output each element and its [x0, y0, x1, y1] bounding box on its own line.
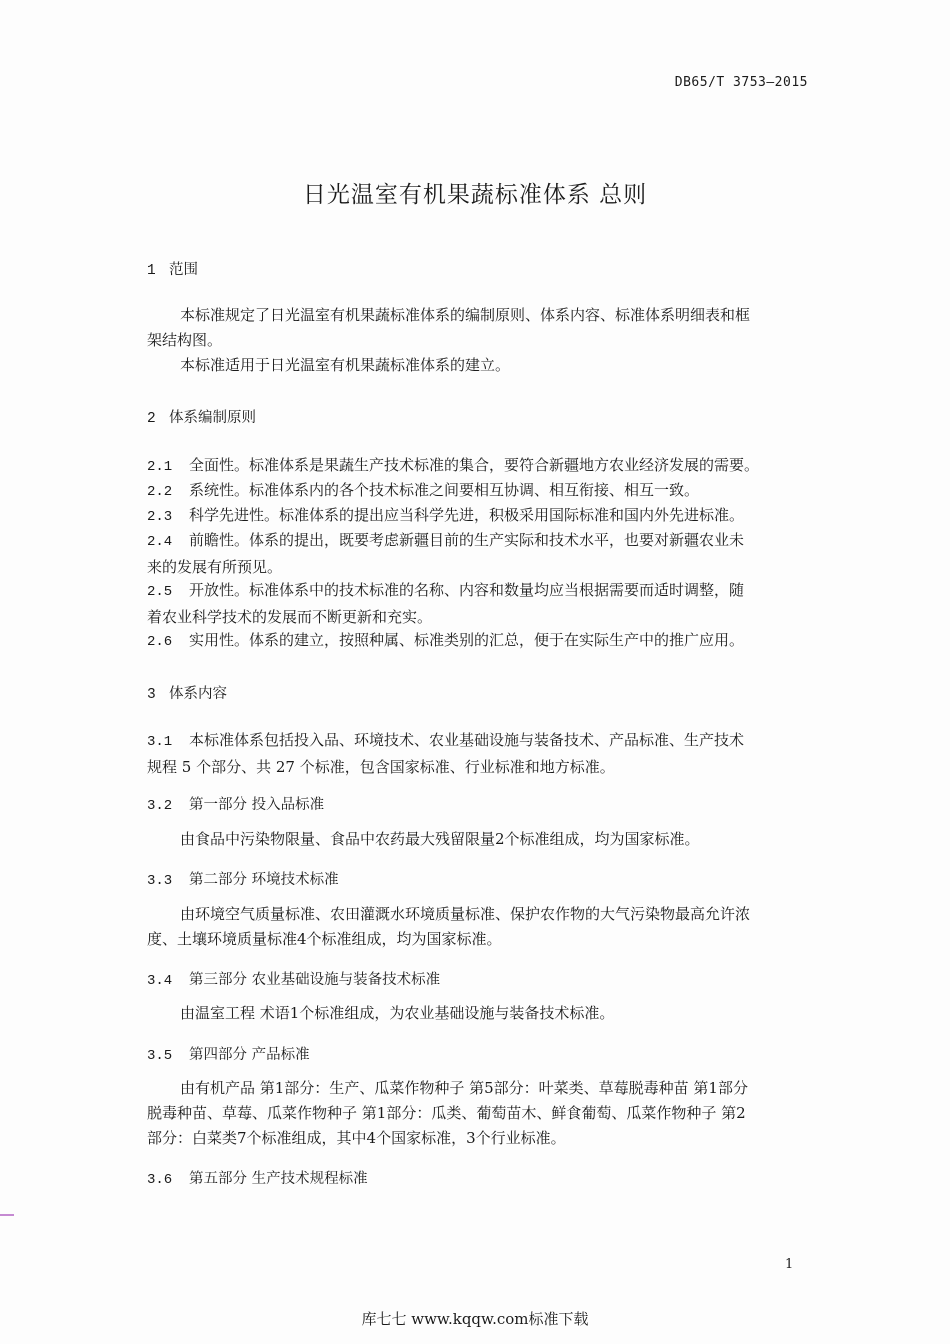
scan-edge-mark [0, 1214, 14, 1216]
clause-2-1: 2.1 全面性。标准体系是果蔬生产技术标准的集合，要符合新疆地方农业经济发展的需要。 [147, 456, 760, 475]
clause-3-2-heading: 3.2 第一部分 投入品标准 [147, 797, 325, 814]
clause-2-4: 2.4 前瞻性。体系的提出，既要考虑新疆目前的生产实际和技术水平，也要对新疆农业未 来的发展有所预见。 [147, 531, 745, 576]
clause-3-3-body: 由环境空气质量标准、农田灌溉水环境质量标准、保护农作物的大气污染物最高允许浓 度、土壤环境质量标准4个标准组成，均为国家标准。 [147, 905, 751, 948]
clause-3-2-body: 由食品中污染物限量、食品中农药最大残留限量2个标准组成，均为国家标准。 [180, 830, 700, 848]
clause-3-5-heading: 3.5 第四部分 产品标准 [147, 1047, 310, 1064]
clause-3-5-body: 由有机产品 第1部分：生产、瓜菜作物种子 第5部分：叶菜类、草莓脱毒种苗 第1部分 脱毒种苗、草莓、瓜菜作物种子 第1部分：瓜类、葡萄苗木、鲜食葡萄、瓜菜作物种子 第2 部分：白菜类7个标准组成，其中4个国家标准，3个行业标准。 [147, 1079, 748, 1147]
section-heading-1: 1 范围 [147, 262, 198, 279]
page-number: 1 [785, 1257, 794, 1272]
clause-3-4-body: 由温室工程 术语1个标准组成，为农业基础设施与装备技术标准。 [180, 1004, 615, 1022]
footer-watermark-text: 库七七 www.kqqw.com标准下载 [361, 1310, 589, 1328]
clause-2-3: 2.3 科学先进性。标准体系的提出应当科学先进，积极采用国际标准和国内外先进标准。 [147, 506, 745, 525]
clause-2-6: 2.6 实用性。体系的建立，按照种属、标准类别的汇总，便于在实际生产中的推广应用。 [147, 631, 745, 650]
document-title: 日光温室有机果蔬标准体系 总则 [302, 182, 648, 208]
paragraph: 本标准规定了日光温室有机果蔬标准体系的编制原则、体系内容、标准体系明细表和框 架结构图。 本标准适用于日光温室有机果蔬标准体系的建立。 [147, 306, 751, 374]
clause-2-2: 2.2 系统性。标准体系内的各个技术标准之间要相互协调、相互衔接、相互一致。 [147, 481, 700, 500]
clause-2-5: 2.5 开放性。标准体系中的技术标准的名称、内容和数量均应当根据需要而适时调整，随 着农业科学技术的发展而不断更新和充实。 [147, 581, 745, 626]
clause-3-4-heading: 3.4 第三部分 农业基础设施与装备技术标准 [147, 972, 441, 989]
section-heading-3: 3 体系内容 [147, 686, 227, 703]
clause-3-1: 3.1 本标准体系包括投入品、环境技术、农业基础设施与装备技术、产品标准、生产技术 规程 5 个部分、共 27 个标准，包含国家标准、行业标准和地方标准。 [147, 731, 745, 776]
clause-3-6-heading: 3.6 第五部分 生产技术规程标准 [147, 1171, 368, 1188]
clause-3-3-heading: 3.3 第二部分 环境技术标准 [147, 872, 339, 889]
document-code: DB65/T 3753—2015 [674, 75, 808, 90]
section-heading-2: 2 体系编制原则 [147, 410, 256, 427]
